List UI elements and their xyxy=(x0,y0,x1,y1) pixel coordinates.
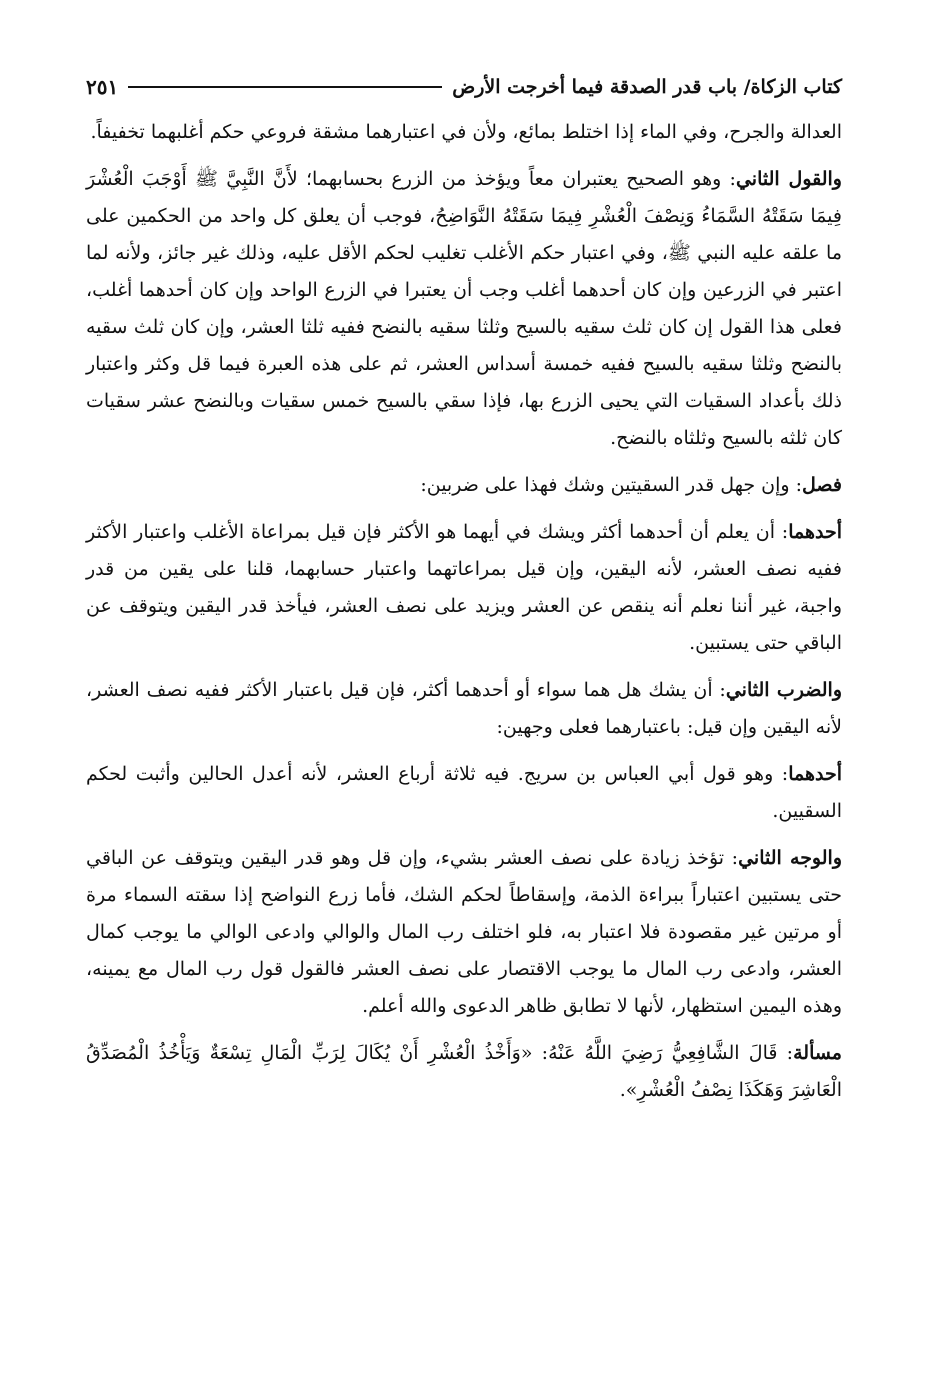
paragraph-lead: مسألة xyxy=(793,1042,842,1064)
paragraph xyxy=(86,672,842,746)
paragraph-text: : وإن جهل قدر السقيتين وشك فهذا على ضربين: xyxy=(420,474,803,496)
paragraph-text: : وهو الصحيح يعتبران معاً ويؤخذ من الزرع بحسابهما؛ لأَنَّ النَّبِيَّ ﷺ أَوْجَبَ الْعُشْرَ فِيمَا سَقَتْهُ السَّمَاءُ وَنِصْفَ الْعُشْرِ فِيمَا سَقَتْهُ النَّوَاضِحُ، فوجب أن يعلق كل واحد من الحكمين على ما علقه عليه النبي ﷺ، وفي اعتبار حكم الأغلب تغليب لحكم الأقل عليه، وذلك غير جائز، ولأنه لما اعتبر في الزرعين وإن كان أحدهما أغلب وجب أن يعتبرا في الزرع الواحد وإن كان أحدهما أغلب، فعلى هذا القول إن كان ثلث سقيه بالسيح وثلثا سقيه بالنضح ففيه ثلثا العشر، وإن كان ثلث سقيه بالنضح وثلثا سقيه بالسيح ففيه خمسة أسداس العشر، ثم على هذه العبرة فيما قل وكثر واعتبار ذلك بأعداد السقيات التي يحيى الزرع بها، فإذا سقي بالسيح خمس سقيات وبالنضح عشر سقيات كان ثلثه بالسيح وثلثاه بالنضح. xyxy=(86,168,842,449)
paragraph-text: : تؤخذ زيادة على نصف العشر بشيء، وإن قل وهو قدر اليقين ويتوقف عن الباقي حتى يستبين اعتباراً ببراءة الذمة، وإسقاطاً لحكم الشك، فأما زرع النواضح إذا سقته السماء مرة أو مرتين غير مقصودة فلا اعتبار به، فلو اختلف رب المال والوالي وادعى الوالي ما يوجب كمال العشر، وادعى رب المال ما يوجب الاقتصار على نصف العشر فالقول قول رب المال مع يمينه، وهذه اليمين استظهار، لأنها لا تطابق ظاهر الدعوى والله أعلم. xyxy=(86,847,842,1017)
paragraph-lead: أحدهما xyxy=(788,521,842,543)
paragraph-text: : أن يشك هل هما سواء أو أحدهما أكثر، فإن قيل باعتبار الأكثر ففيه نصف العشر، لأنه اليقين وإن قيل: باعتبارهما فعلى وجهين: xyxy=(86,679,842,738)
paragraph xyxy=(86,1035,842,1109)
paragraph-lead: فصل xyxy=(802,474,842,496)
paragraph-lead: أحدهما xyxy=(788,763,842,785)
paragraph-text: : أن يعلم أن أحدهما أكثر ويشك في أيهما هو الأكثر فإن قيل بمراعاة الأغلب واعتبار الأكثر ففيه نصف العشر، لأنه اليقين، وإن قيل بمراعاتهما واعتبار حسابهما، قلنا على يقين من قدر واجبة، غير أننا نعلم أنه ينقص عن العشر ويزيد على نصف العشر، فيأخذ قدر اليقين ويتوقف عن الباقي حتى يستبين. xyxy=(86,521,842,654)
running-header xyxy=(86,68,842,106)
paragraph-lead: والوجه الثاني xyxy=(738,847,842,869)
paragraph xyxy=(86,756,842,830)
header-rule xyxy=(128,86,442,88)
paragraph xyxy=(86,114,842,151)
paragraph xyxy=(86,840,842,1025)
paragraph-text: العدالة والجرح، وفي الماء إذا اختلط بمائع، ولأن في اعتبارهما مشقة فروعي حكم أغلبهما تخفيفاً. xyxy=(90,121,842,143)
paragraph-lead: والقول الثاني xyxy=(735,168,842,190)
header-title: كتاب الزكاة/ باب قدر الصدقة فيما أخرجت الأرض xyxy=(452,76,842,98)
paragraph-text: : وهو قول أبي العباس بن سريج. فيه ثلاثة أرباع العشر، لأنه أعدل الحالين وأثبت لحكم السقيين. xyxy=(86,763,842,822)
paragraph xyxy=(86,467,842,504)
paragraph-lead: والضرب الثاني xyxy=(725,679,842,701)
paragraph xyxy=(86,514,842,662)
paragraph-text: : قَالَ الشَّافِعِيُّ رَضِيَ اللَّهُ عَنْهُ: «وَأَخْذُ الْعُشْرِ أَنْ يُكَالَ لِرَبِّ الْمَالِ تِسْعَةٌ وَيَأْخُذُ الْمُصَدِّقُ الْعَاشِرَ وَهَكَذَا نِصْفُ الْعُشْرِ». xyxy=(86,1042,842,1101)
page-number: ٢٥١ xyxy=(86,75,119,99)
body-text xyxy=(86,114,842,1109)
paragraph xyxy=(86,161,842,457)
